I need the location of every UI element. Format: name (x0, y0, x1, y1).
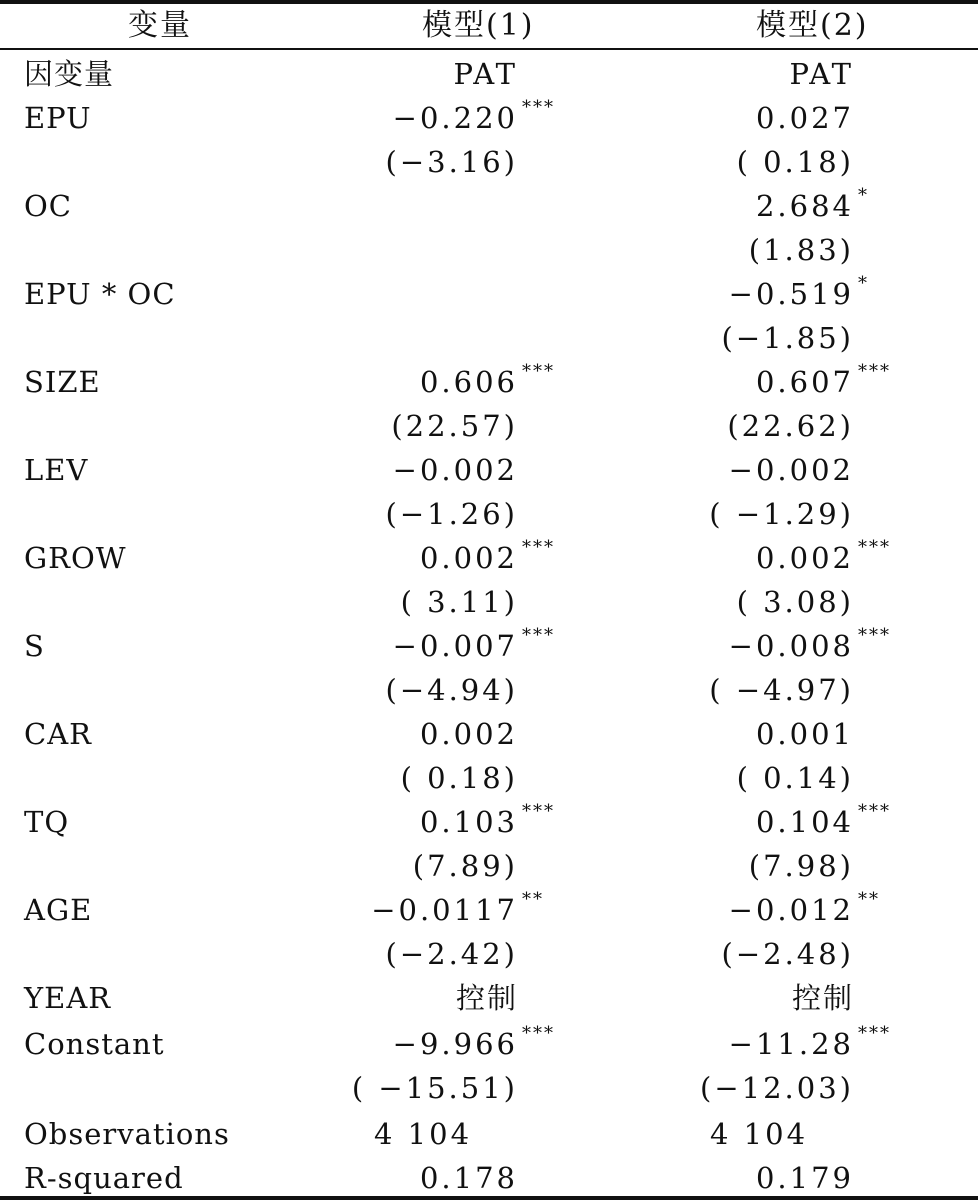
model-2-value: 0.179 (755, 1161, 854, 1195)
row-label: TQ (24, 805, 70, 839)
model-1-significance: *** (522, 537, 555, 558)
table-row (0, 844, 978, 888)
model-1-value: 0.002 (419, 541, 518, 575)
model-2-value: −0.002 (728, 453, 854, 487)
model-2-value: 0.027 (755, 101, 854, 135)
model-1-significance: *** (522, 97, 555, 118)
model-1-value: (−2.42) (385, 937, 518, 971)
model-2-value: 控制 (791, 981, 854, 1015)
table-row (0, 272, 978, 316)
model-2-value: (−2.48) (721, 937, 854, 971)
model-2-value: −0.519 (728, 277, 854, 311)
table-row (0, 140, 978, 184)
table-row (0, 624, 978, 668)
header-variable: 变量 (128, 8, 192, 43)
header-model-2: 模型(2) (756, 8, 869, 43)
model-2-significance: * (858, 185, 869, 206)
table-row (0, 1022, 978, 1066)
model-2-value: 2.684 (755, 189, 854, 223)
table-row (0, 96, 978, 140)
table-row (0, 668, 978, 712)
table-row (0, 1156, 978, 1200)
row-label: AGE (24, 893, 93, 927)
row-label: EPU (24, 101, 92, 135)
model-2-value: (22.62) (727, 409, 854, 443)
model-2-value: ( 3.08) (736, 585, 854, 619)
model-1-value: ( 3.11) (400, 585, 518, 619)
model-2-value: −0.008 (728, 629, 854, 663)
model-2-value: ( −4.97) (709, 673, 854, 707)
model-1-value: (7.89) (412, 849, 518, 883)
model-1-value: ( −15.51) (351, 1071, 518, 1105)
table-row (0, 976, 978, 1020)
row-label: CAR (24, 717, 92, 751)
model-1-significance: ** (522, 889, 544, 910)
model-2-significance: *** (858, 361, 891, 382)
table-row (0, 228, 978, 272)
table-row (0, 580, 978, 624)
model-2-value: 0.001 (755, 717, 854, 751)
table-row (0, 1112, 978, 1156)
table-row (0, 888, 978, 932)
model-2-significance: *** (858, 801, 891, 822)
model-1-value: (−4.94) (385, 673, 518, 707)
model-1-value: −0.0117 (371, 893, 518, 927)
model-1-value: −9.966 (392, 1027, 518, 1061)
row-label: S (24, 629, 45, 663)
table-row (0, 448, 978, 492)
table-row (0, 184, 978, 228)
model-2-value: ( 0.18) (736, 145, 854, 179)
row-label: LEV (24, 453, 89, 487)
model-1-value: (−3.16) (385, 145, 518, 179)
model-1-value: −0.007 (392, 629, 518, 663)
table-header-rule (0, 48, 978, 50)
table-row (0, 1066, 978, 1110)
model-1-value: 4 104 (374, 1117, 473, 1151)
model-1-significance: *** (522, 1023, 555, 1044)
model-1-value: 0.606 (419, 365, 518, 399)
model-1-value: ( 0.18) (400, 761, 518, 795)
model-2-value: PAT (789, 57, 854, 91)
table-row (0, 712, 978, 756)
model-2-significance: ** (858, 889, 880, 910)
model-2-value: −0.012 (728, 893, 854, 927)
table-row (0, 52, 978, 96)
model-1-significance: *** (522, 625, 555, 646)
model-1-value: 控制 (455, 981, 518, 1015)
model-2-value: ( 0.14) (736, 761, 854, 795)
table-top-rule (0, 0, 978, 4)
model-1-significance: *** (522, 361, 555, 382)
model-2-value: −11.28 (728, 1027, 854, 1061)
model-2-value: 0.607 (755, 365, 854, 399)
model-1-value: 0.103 (419, 805, 518, 839)
table-row (0, 316, 978, 360)
row-label: Observations (24, 1117, 230, 1151)
model-2-value: ( −1.29) (709, 497, 854, 531)
table-bottom-rule (0, 1196, 978, 1200)
row-label: EPU * OC (24, 277, 176, 311)
header-model-1: 模型(1) (422, 8, 535, 43)
table-row (0, 932, 978, 976)
model-2-significance: * (858, 273, 869, 294)
model-1-value: −0.220 (392, 101, 518, 135)
model-1-value: (22.57) (391, 409, 518, 443)
model-2-value: 0.002 (755, 541, 854, 575)
model-1-value: 0.178 (419, 1161, 518, 1195)
row-label: OC (24, 189, 72, 223)
table-row (0, 756, 978, 800)
model-1-significance: *** (522, 801, 555, 822)
model-2-significance: *** (858, 537, 891, 558)
row-label: YEAR (24, 981, 112, 1015)
table-row (0, 360, 978, 404)
model-2-value: 4 104 (710, 1117, 809, 1151)
table-row (0, 404, 978, 448)
row-label: R-squared (24, 1161, 184, 1195)
row-label: GROW (24, 541, 127, 575)
model-2-value: (−12.03) (700, 1071, 854, 1105)
row-label: SIZE (24, 365, 101, 399)
row-label: Constant (24, 1027, 165, 1061)
model-1-value: PAT (453, 57, 518, 91)
table-row (0, 536, 978, 580)
table-row (0, 800, 978, 844)
model-1-value: −0.002 (392, 453, 518, 487)
table-row (0, 492, 978, 536)
model-2-significance: *** (858, 1023, 891, 1044)
model-2-value: (7.98) (748, 849, 854, 883)
model-2-significance: *** (858, 625, 891, 646)
model-2-value: 0.104 (755, 805, 854, 839)
model-2-value: (−1.85) (721, 321, 854, 355)
model-1-value: 0.002 (419, 717, 518, 751)
model-2-value: (1.83) (748, 233, 854, 267)
row-label: 因变量 (24, 57, 115, 91)
model-1-value: (−1.26) (385, 497, 518, 531)
